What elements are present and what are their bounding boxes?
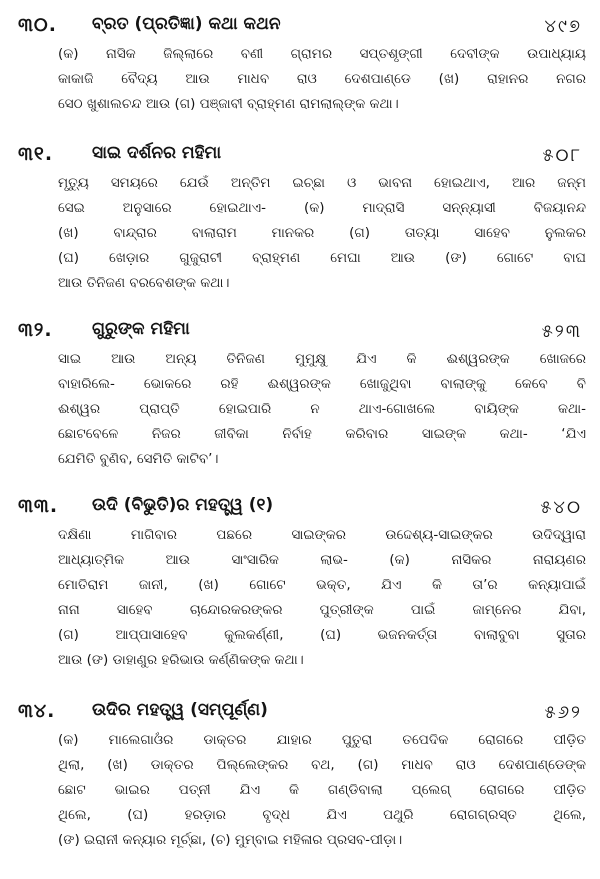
- chapter-summary: [58, 171, 586, 296]
- summary-line: (ଗ) ଆପ୍ପାସାହେବ କୁଲକର୍ଣ୍ଣୀ, (ଘ) ଭଜନକର୍ତ୍ତା ବାଲାବୁବା ସୁତାର: [58, 627, 586, 643]
- summary-line: ଆଉ (ଙ) ଡାହାଣୁର ହରିଭାଉ କର୍ଣ୍ଣିକଙ୍କ କଥା।: [58, 652, 304, 668]
- page-number: ୫୨୩: [541, 321, 582, 342]
- chapter-number: ୩୪.: [18, 700, 56, 722]
- summary-line: ଥିଲା, (ଖ) ଡାକ୍ତର ପିଲ୍ଲେଙ୍କର ବଥ, (ଗ) ମାଧବ ରାଓ ଦେଶପାଣ୍ଡେଙ୍କ: [58, 757, 586, 773]
- chapter-summary: [58, 347, 586, 472]
- page-number: ୫୬୨: [544, 702, 582, 723]
- chapter-number: ୩୩.: [18, 495, 59, 517]
- page-number: ୫୪୦: [540, 497, 582, 518]
- summary-line: (ଖ) ବାନ୍ଦ୍ରାର ବାଲାରାମ ମାନକର (ଗ) ତାତ୍ୟା ସାହେବ ନୁଲକର: [58, 225, 586, 241]
- chapter-number: ୩୧.: [18, 143, 54, 165]
- summary-line: ଆଧ୍ୟାତ୍ମିକ ଆଉ ସାଂସାରିକ ଲାଭ- (କ) ନାସିକର ନାରାୟଣର: [58, 552, 586, 568]
- summary-line: ଦକ୍ଷିଣା ମାଗିବାର ପଛରେ ସାଇଙ୍କର ଉଦ୍ଦେଶ୍ୟ-ସାଇଙ୍କର ଉଦିଦ୍ୱାରା: [58, 527, 586, 543]
- chapter-title: ଉଦି (ବିଭୁତି)ର ମହତ୍ତ୍ୱ (୧): [92, 495, 274, 515]
- chapter-summary: [58, 523, 586, 673]
- summary-line: କାକାଜି ବୈଦ୍ୟ ଆଉ ମାଧବ ରାଓ ଦେଶପାଣ୍ଡେ (ଖ) ରାହାନର ନଗର: [58, 71, 586, 87]
- summary-line: (କ) ନାସିକ ଜିଲ୍ଲାରେ ବଣୀ ଗ୍ରାମର ସପ୍ତଶୃଙ୍ଗୀ ଦେବୀଙ୍କ ଉପାଧ୍ୟାୟ: [58, 46, 586, 62]
- summary-line: ମୋତିରାମ ଜାନୀ, (ଖ) ଗୋଟେ ଭକ୍ତ, ଯିଏ କି ତା’ର କନ୍ୟାପାଇଁ: [58, 577, 586, 593]
- page-number: ୪୯୭: [544, 16, 582, 37]
- summary-line: ଆଉ ତିନିଜଣ ବରବେଶଙ୍କ କଥା।: [58, 275, 230, 291]
- summary-line: ଛୋଟବେଳେ ନିଜର ଜୀବିକା ନିର୍ବାହ କରିବାର ସାଇଙ୍କ କଥା- ‘ଯିଏ: [58, 426, 586, 442]
- summary-line: ଛୋଟ ଭାଇର ପତ୍ନୀ ଯିଏ କି ଗଣ୍ଡିବାଲା ପ୍ଲେଗ୍ ରୋଗରେ ପୀଡ଼ିତ: [58, 782, 586, 798]
- chapter-title: ଗୁରୁଙ୍କ ମହିମା: [92, 319, 190, 339]
- chapter-title: ବ୍ରତ (ପ୍ରତିଜ୍ଞା) କଥା କଥନ: [92, 14, 281, 34]
- chapter-title: ସାଇ ଦର୍ଶନର ମହିମା: [92, 143, 222, 163]
- chapter-summary: [58, 42, 586, 117]
- summary-line: ବାହାରିଲେ- ଭୋକରେ ରହି ଈଶ୍ୱରଙ୍କ ଖୋଜୁଥିବା ବାଲାଙ୍କୁ କେବେ ବି: [58, 376, 586, 392]
- summary-line: ସାଇ ଆଉ ଅନ୍ୟ ତିନିଜଣ ମୁମୁକ୍ଷୁ ଯିଏ କି ଈଶ୍ୱରଙ୍କ ଖୋଜରେ: [58, 351, 586, 367]
- page-number: ୫୦୮: [542, 145, 582, 166]
- summary-line: (ଘ) ଖେଡ଼ାର ଗୁଜୁରାଟୀ ବ୍ରାହ୍ମଣ ମେଘା ଆଉ (ଙ) ଗୋଟେ ବାଘ: [58, 250, 586, 266]
- summary-line: ଈଶ୍ୱର ପ୍ରାପ୍ତି ହୋଇପାରି ନ ଥାଏ-ଗୋଖଲେ ବାୟିଙ୍କ କଥା-: [58, 401, 586, 417]
- summary-line: ଯେମିତି ବୁଣିବ, ସେମିତି କାଟିବ’।: [58, 451, 219, 467]
- summary-line: ମୃତ୍ୟୁ ସମୟରେ ଯେଉଁ ଅନ୍ତିମ ଇଚ୍ଛା ଓ ଭାବନା ହୋଇଥାଏ, ଆର ଜନ୍ମ: [58, 175, 586, 191]
- summary-line: ସେଠ ଖୁଶାଲଚନ୍ଦ ଆଉ (ଗ) ପଞ୍ଜାବୀ ବ୍ରାହ୍ମଣ ରାମଲାଲ୍‌ଙ୍କ କଥା।: [58, 96, 399, 112]
- summary-line: ଥିଲେ, (ଘ) ହରଡ଼ାର ବୃଦ୍ଧ ଯିଏ ପଥୁରି ରୋଗଗ୍ରସ୍ତ ଥିଲେ,: [58, 807, 586, 823]
- chapter-summary: [58, 728, 586, 853]
- summary-line: ନାନା ସାହେବ ଚାନ୍ଦୋରକରଙ୍କର ପୁତ୍ରୀଙ୍କ ପାଇଁ ଜାମ୍‌ନେର ଯିବା,: [58, 602, 586, 618]
- summary-line: (ଙ) ଇରାନୀ କନ୍ୟାର ମୂର୍ଚ୍ଛା, (ଚ) ମୁମ୍ବାଇ ମହିଳାର ପ୍ରସବ-ପୀଡ଼ା।: [58, 832, 403, 848]
- summary-line: ସେଇ ଅନୁସାରେ ହୋଇଥାଏ- (କ) ମାଦ୍ରାସି ସନ୍ନ୍ୟାସୀ ବିଜୟାନନ୍ଦ: [58, 200, 586, 216]
- chapter-number: ୩୨.: [18, 319, 53, 341]
- summary-line: (କ) ମାଲେଗାଓଁର ଡାକ୍ତର ଯାହାର ପୁତୁରା ତପେଦିକ ରୋଗରେ ପୀଡ଼ିତ: [58, 732, 586, 748]
- chapter-title: ଉଦିର ମହତ୍ତ୍ୱ (ସମ୍ପୂର୍ଣ୍ଣ): [92, 700, 268, 720]
- chapter-number: ୩୦.: [18, 14, 57, 36]
